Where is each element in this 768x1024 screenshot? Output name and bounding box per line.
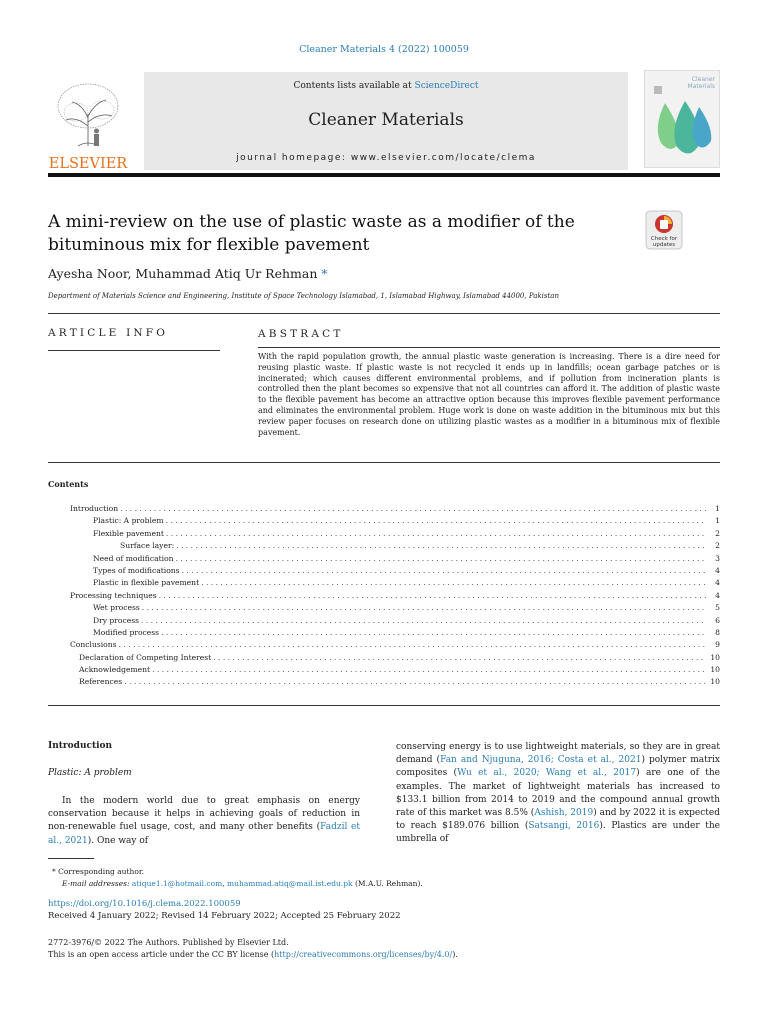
- paragraph-text: ) and by 2022 it is expected to reach $189.076 billion (: [396, 808, 720, 832]
- toc-entry-label: Introduction: [70, 504, 119, 513]
- toc-entry-label: Acknowledgement: [79, 665, 151, 675]
- paragraph-text: ) are one of the examples. The market of lightweight materials has increased to $133.1 billion from 2014 to 2019 and the compound annual growth rate of this market was 8.5% (: [396, 768, 720, 819]
- toc-entry-label: Dry process: [93, 615, 140, 625]
- received-dates: Received 4 January 2022; Revised 14 February 2022; Accepted 25 February 2022: [48, 911, 401, 921]
- toc-leader-dots: [120, 503, 706, 515]
- subsection-heading: Plastic: A problem: [48, 768, 132, 778]
- toc-leader-dots: [166, 528, 706, 540]
- journal-cover-thumbnail[interactable]: [644, 70, 720, 168]
- license-link[interactable]: http://creativecommons.org/licenses/by/4.0/: [274, 950, 453, 959]
- toc-leader-dots: [141, 615, 706, 627]
- divider: [48, 462, 720, 463]
- license-line: [48, 949, 458, 961]
- toc-entry-page: 6: [715, 615, 720, 625]
- toc-entry[interactable]: [48, 577, 720, 589]
- toc-entry[interactable]: [48, 590, 720, 602]
- corresponding-author-mark[interactable]: *: [321, 266, 328, 281]
- email-link[interactable]: muhammad.atiq@mail.ist.edu.pk: [227, 878, 353, 888]
- license-info: [48, 937, 458, 961]
- toc-entry-page: 10: [710, 677, 720, 687]
- toc-leader-dots: [142, 602, 706, 614]
- toc-entry[interactable]: [48, 602, 720, 614]
- table-of-contents: [48, 503, 720, 689]
- toc-leader-dots: [176, 553, 706, 565]
- check-for-updates-badge[interactable]: [644, 210, 684, 250]
- section-heading: Introduction: [48, 741, 113, 751]
- toc-entry-label: Flexible pavement: [93, 528, 164, 538]
- toc-entry-label: Plastic: A problem: [93, 516, 164, 526]
- citation-link[interactable]: Fan and Njuguna, 2016; Costa et al., 2021: [440, 755, 642, 766]
- cover-title: Cleaner Materials: [687, 76, 715, 90]
- toc-entry-page: 1: [715, 504, 720, 513]
- toc-entry[interactable]: [48, 652, 720, 664]
- paragraph-text: conserving energy is to use lightweight materials, so they are in great demand (: [396, 742, 720, 766]
- corresponding-author-note: * Corresponding author.: [52, 867, 145, 876]
- toc-leader-dots: [124, 676, 706, 688]
- contents-prefix: Contents lists available at: [293, 81, 415, 91]
- toc-entry-label: Surface layer:: [120, 541, 175, 551]
- toc-leader-dots: [119, 639, 706, 651]
- toc-entry[interactable]: [48, 627, 720, 639]
- homepage-prefix: journal homepage:: [236, 153, 351, 163]
- toc-entry-label: Wet process: [93, 603, 140, 613]
- toc-leader-dots: [213, 652, 706, 664]
- toc-entry-page: 9: [715, 640, 720, 650]
- contents-heading: Contents: [48, 479, 89, 489]
- toc-entry[interactable]: [48, 553, 720, 565]
- citation-link[interactable]: Ashish, 2019: [534, 808, 594, 819]
- toc-entry-page: 1: [715, 516, 720, 526]
- sciencedirect-link[interactable]: ScienceDirect: [414, 81, 479, 91]
- toc-entry-page: 8: [715, 627, 720, 637]
- contents-available-line: [144, 81, 628, 91]
- paragraph-text: ). One way of: [87, 835, 149, 846]
- toc-entry[interactable]: [48, 515, 720, 527]
- email-addresses: E-mail addresses: atique1.1@hotmail.com, muhammad.atiq@mail.ist.edu.pk (M.A.U. Rehman).: [62, 878, 423, 888]
- toc-entry-page: 3: [715, 553, 720, 563]
- toc-leader-dots: [182, 565, 706, 577]
- toc-entry[interactable]: [48, 540, 720, 552]
- cover-publisher-mark-icon: [653, 85, 663, 95]
- toc-entry-page: 4: [715, 565, 720, 575]
- toc-entry[interactable]: [48, 676, 720, 688]
- masthead: [48, 70, 720, 170]
- toc-leader-dots: [201, 577, 706, 589]
- toc-entry[interactable]: [48, 503, 720, 515]
- email-suffix: (M.A.U. Rehman).: [354, 878, 423, 888]
- toc-entry-page: 10: [710, 665, 720, 675]
- toc-entry-label: Conclusions: [70, 640, 117, 650]
- toc-entry[interactable]: [48, 639, 720, 651]
- article-info-heading: ARTICLE INFO: [48, 327, 169, 339]
- toc-entry-page: 5: [715, 603, 720, 613]
- toc-entry-page: 4: [715, 578, 720, 588]
- abstract-heading: ABSTRACT: [258, 328, 344, 340]
- body-column-left: [48, 741, 360, 848]
- toc-leader-dots: [161, 627, 706, 639]
- footnotes: [48, 866, 423, 889]
- divider: [48, 705, 720, 706]
- toc-entry-label: Declaration of Competing Interest: [79, 652, 212, 662]
- svg-text:Check for: Check for: [650, 236, 678, 242]
- license-suffix: ).: [452, 950, 458, 959]
- abstract-text: With the rapid population growth, the annual plastic waste generation is increasing. There is a dire need for reusing plastic waste. If plastic waste is not recycled it ends up in landfills; ocean garbage patches or is incinerated; which causes different environmental problems, and if pollution from incineration plants is controlled then the plant becomes so expensive that not all countries can afford it. The addition of plastic waste to the flexible pavement has become an attractive option because this improves flexible pavement performance and eliminates the environmental problem. Huge work is done on waste addition in the bituminous mix but this review paper focuses on research done on utilizing plastic wastes as a modifier in a bituminous mix of flexible pavement.: [258, 352, 720, 437]
- article-history: [48, 898, 401, 922]
- toc-entry[interactable]: [48, 565, 720, 577]
- toc-entry[interactable]: [48, 528, 720, 540]
- toc-entry-label: Types of modifications: [93, 565, 180, 575]
- toc-leader-dots: [159, 590, 706, 602]
- cover-droplets-icon: [651, 97, 715, 161]
- journal-homepage-link[interactable]: www.elsevier.com/locate/clema: [350, 153, 536, 163]
- toc-leader-dots: [152, 664, 706, 676]
- citation-link[interactable]: Wu et al., 2020; Wang et al., 2017: [457, 768, 637, 779]
- toc-entry-label: References: [79, 677, 123, 687]
- citation-link[interactable]: Satsangi, 2016: [528, 821, 600, 832]
- toc-entry-page: 4: [715, 590, 720, 600]
- toc-entry-label: Processing techniques: [70, 590, 157, 600]
- email-link[interactable]: atique1.1@hotmail.com: [131, 878, 223, 888]
- affiliation: Department of Materials Science and Engineering, Institute of Space Technology Islamabad, 1, Islamabad Highway, Islamabad 44000, Pakistan: [48, 292, 559, 300]
- divider: [48, 350, 220, 351]
- footnote-divider: [48, 858, 94, 859]
- body-paragraph: [48, 795, 360, 848]
- journal-header-box: [144, 72, 628, 170]
- journal-reference-link[interactable]: Cleaner Materials 4 (2022) 100059: [299, 44, 469, 55]
- elsevier-wordmark: ELSEVIER: [48, 156, 128, 170]
- toc-entry-label: Modified process: [93, 627, 160, 637]
- divider: [258, 347, 720, 348]
- toc-entry[interactable]: [48, 664, 720, 676]
- doi-link[interactable]: https://doi.org/10.1016/j.clema.2022.100059: [48, 899, 241, 909]
- toc-leader-dots: [176, 540, 706, 552]
- toc-entry-page: 10: [710, 652, 720, 662]
- authors: Ayesha Noor, Muhammad Atiq Ur Rehman: [48, 266, 318, 281]
- email-label: E-mail addresses:: [62, 878, 130, 888]
- journal-homepage-line: [144, 153, 628, 163]
- paragraph-text: ). Plastics are under the umbrella of: [396, 821, 720, 845]
- toc-entry-page: 2: [715, 541, 720, 551]
- divider: [48, 313, 720, 314]
- svg-text:updates: updates: [652, 242, 676, 248]
- toc-entry-page: 2: [715, 528, 720, 538]
- toc-leader-dots: [166, 515, 706, 527]
- elsevier-logo[interactable]: [48, 76, 128, 170]
- article-title: A mini-review on the use of plastic waste as a modifier of the bituminous mix for flexible pavement: [48, 212, 575, 255]
- journal-name: Cleaner Materials: [308, 110, 464, 130]
- body-column-right: [396, 741, 720, 847]
- toc-entry[interactable]: [48, 615, 720, 627]
- issn-copyright: 2772-3976/© 2022 The Authors. Published by Elsevier Ltd.: [48, 938, 289, 947]
- header-divider: [48, 173, 720, 177]
- toc-entry-label: Plastic in flexible pavement: [93, 578, 200, 588]
- citation-link[interactable]: Fadzil et al., 2021: [48, 822, 360, 846]
- paragraph-text: In the modern world due to great emphasis on energy conservation because it helps in achieving goals of reduction in non-renewable fuel usage, cost, and many other benefits (: [48, 796, 360, 833]
- toc-entry-label: Need of modification: [93, 553, 174, 563]
- license-prefix: This is an open access article under the CC BY license (: [48, 950, 275, 959]
- paragraph-text: ) polymer matrix composites (: [396, 755, 721, 779]
- author-list: [48, 266, 328, 281]
